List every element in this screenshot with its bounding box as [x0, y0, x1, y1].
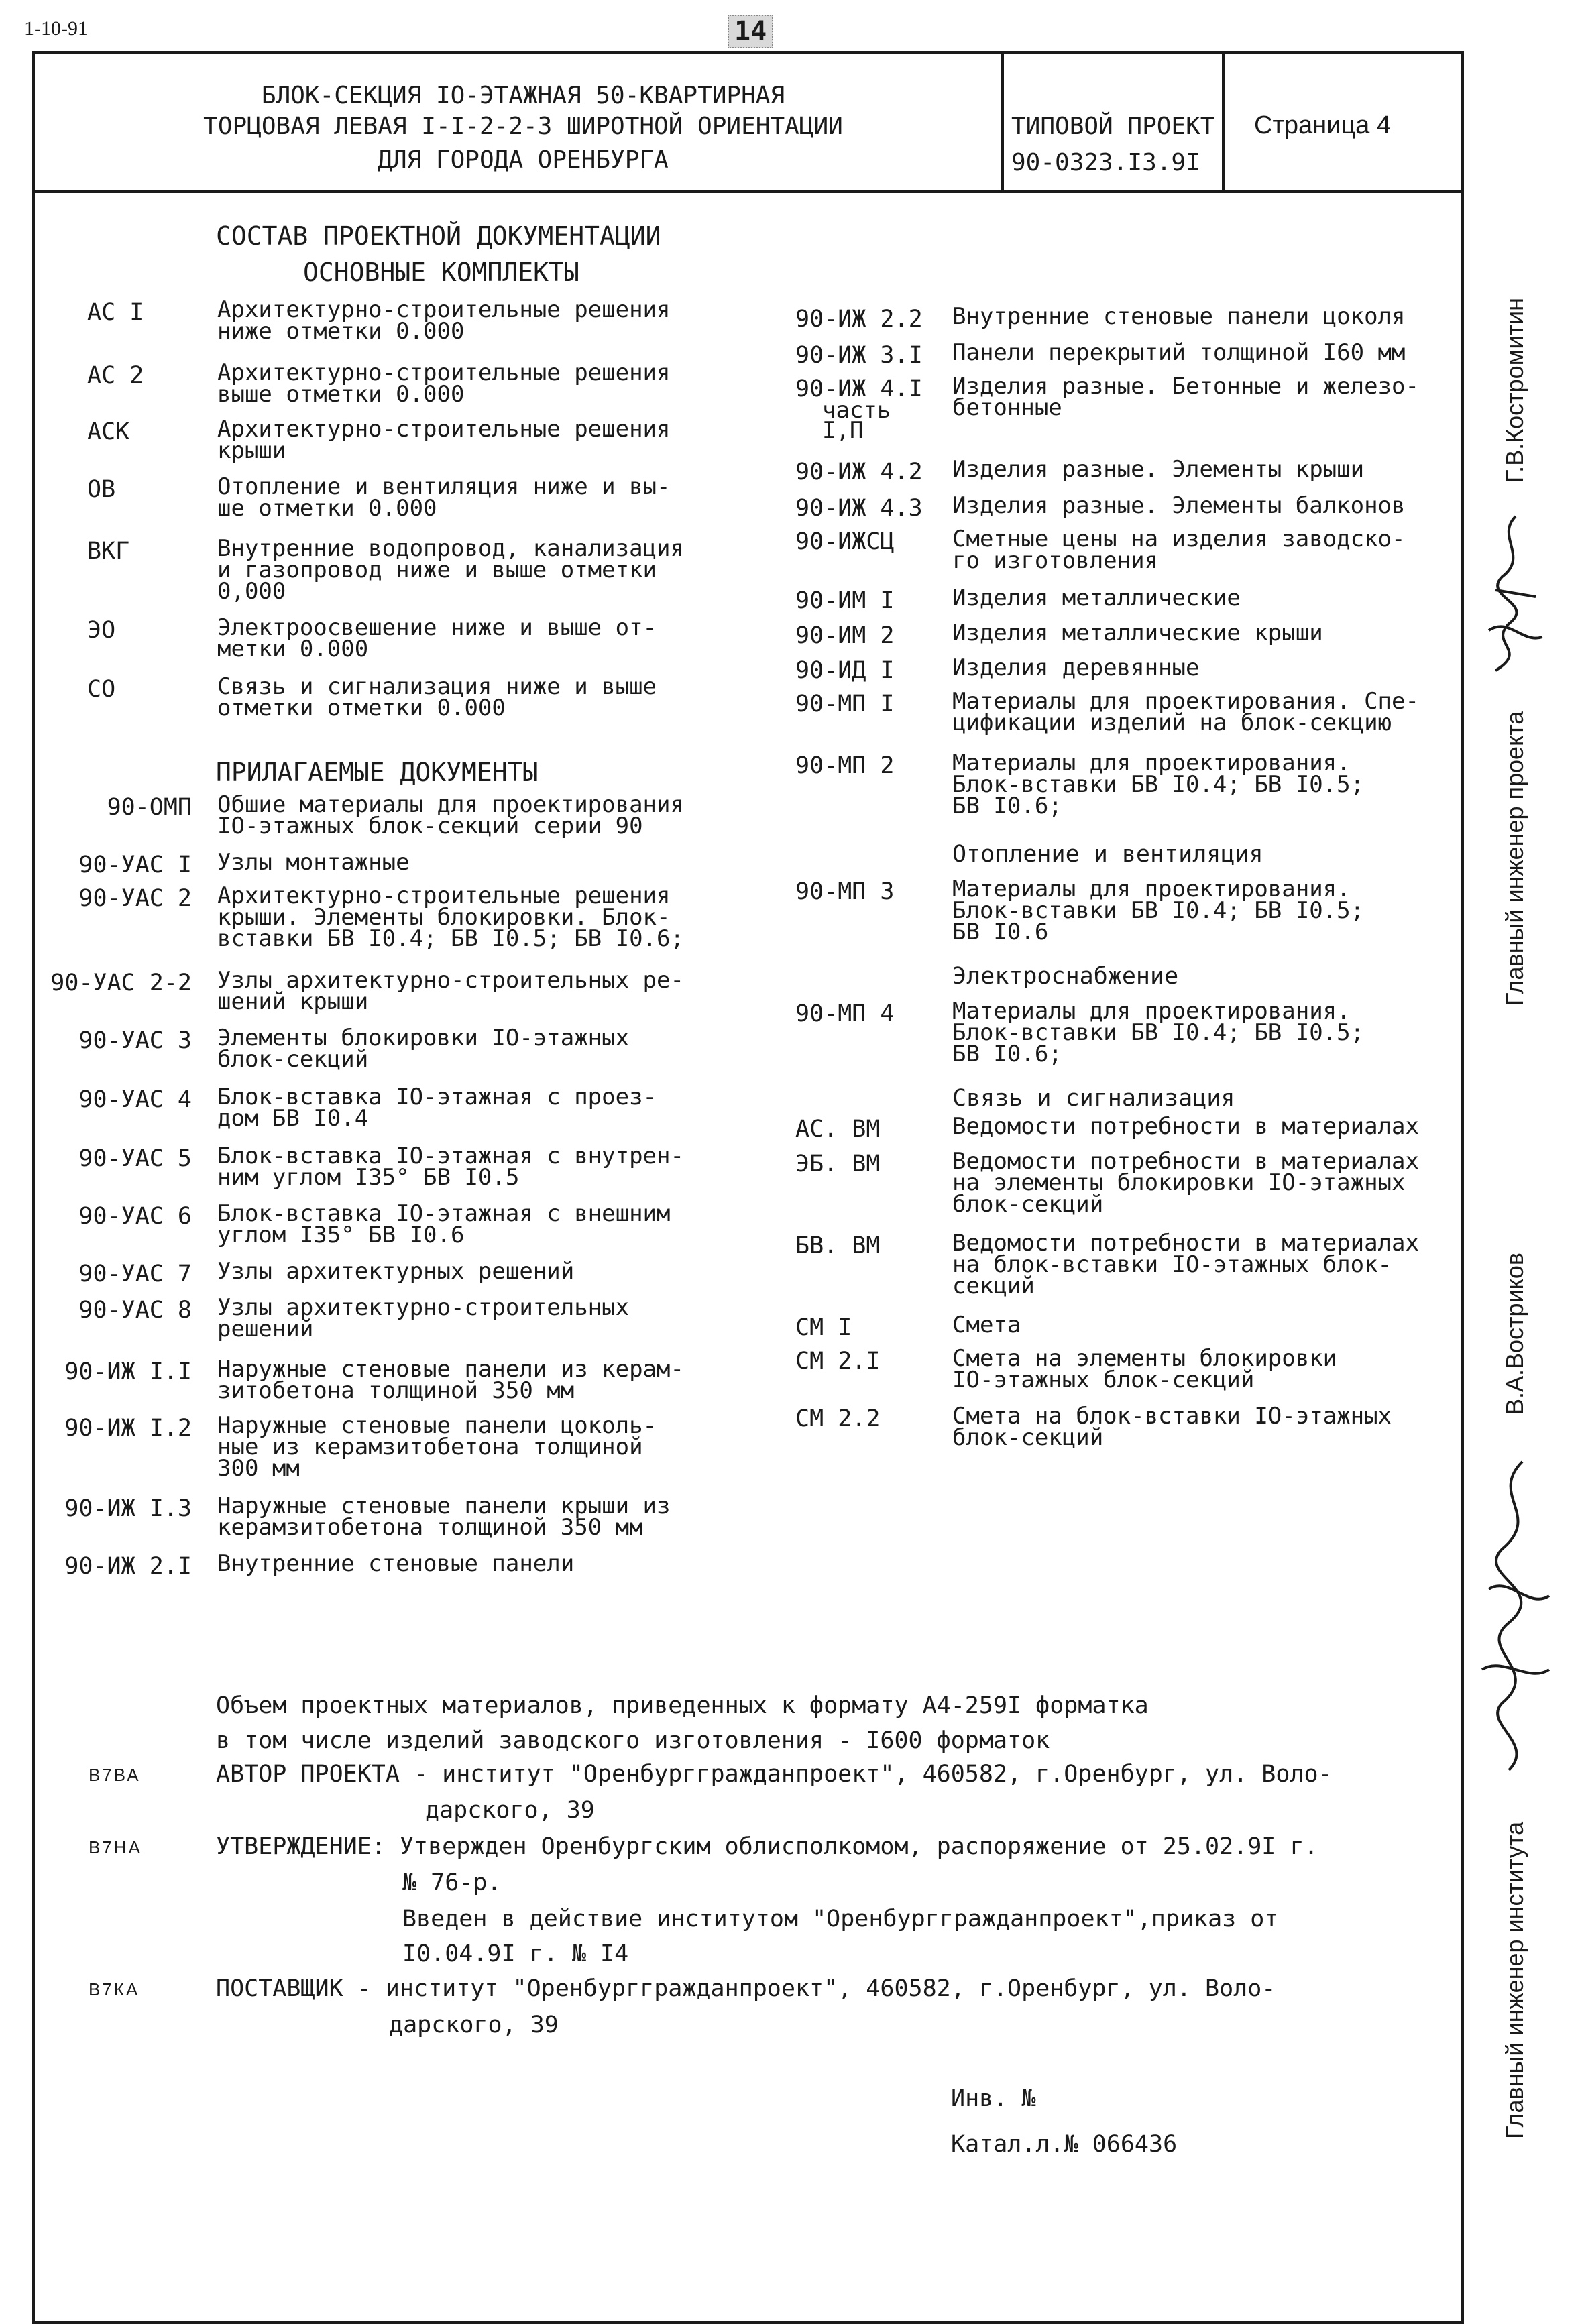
document-code: 90-УАС 6	[78, 1203, 192, 1230]
document-code: 90-ОМП	[107, 794, 192, 821]
document-code: 90-ИД I	[795, 657, 895, 684]
project-label: ТИПОВОЙ ПРОЕКТ	[1011, 113, 1215, 140]
chief-engineer-project-label: Главный инженер проекта	[1501, 711, 1528, 1006]
project-number: 90-0323.I3.9I	[1011, 149, 1200, 176]
main-sets-heading: ОСНОВНЫЕ КОМПЛЕКТЫ	[303, 257, 579, 287]
document-description: блок-секций	[952, 1191, 1104, 1218]
document-code: 90-ИЖ I.I	[64, 1358, 192, 1385]
supplier-line-2: дарского, 39	[389, 2012, 559, 2038]
document-code: 1-10-91	[24, 17, 88, 40]
document-description: Изделия деревянные	[952, 654, 1200, 681]
document-code: БВ. ВМ	[795, 1232, 881, 1259]
document-code: АСК	[87, 418, 130, 445]
document-description: ним углом I35° БВ I0.5	[217, 1164, 520, 1191]
document-description: Электроосвешение ниже и выше от-	[217, 614, 657, 641]
author-line-1: АВТОР ПРОЕКТА - институт "Оренбурггражданпроект", 460582, г.Оренбург, ул. Воло-	[216, 1761, 1333, 1788]
document-description: Смета на элементы блокировки	[952, 1345, 1337, 1372]
document-code: ОВ	[87, 476, 116, 503]
document-description: Изделия разные. Элементы крыши	[952, 456, 1365, 483]
document-code: 90-УАС 2	[78, 885, 192, 912]
document-description: блок-секций	[952, 1424, 1104, 1451]
volume-line-1: Объем проектных материалов, приведенных к формату А4-259I форматка	[216, 1692, 1149, 1719]
chief-engineer-institute-name: В.А.Востриков	[1501, 1253, 1528, 1415]
document-code: 90-УАС 7	[78, 1261, 192, 1287]
document-description: на элементы блокировки IO-этажных	[952, 1169, 1406, 1196]
document-description: блок-секций	[217, 1046, 369, 1073]
document-description: Отопление и вентиляция ниже и вы-	[217, 473, 671, 500]
signature-project-engineer	[1469, 510, 1549, 691]
document-code: 90-ИЖ 4.3	[795, 495, 923, 522]
document-description: Материалы для проектирования.	[952, 998, 1351, 1025]
document-description: Внутренние стеновые панели цоколя	[952, 303, 1406, 330]
supplier-code: В7КА	[89, 1979, 140, 1999]
document-description: цификации изделий на блок-секцию	[952, 709, 1392, 736]
document-description: выше отметки 0.000	[217, 381, 465, 408]
document-code: СМ 2.I	[795, 1348, 881, 1375]
title-line-1: БЛОК-СЕКЦИЯ IO-ЭТАЖНАЯ 50-КВАРТИРНАЯ	[261, 82, 785, 109]
document-code: 90-УАС I	[78, 852, 192, 878]
document-description: дом БВ I0.4	[217, 1105, 369, 1132]
catalog-number: Катал.л.№ 066436	[951, 2131, 1178, 2158]
document-description: БВ I0.6;	[952, 793, 1062, 819]
document-code-part: I,П	[822, 417, 864, 444]
document-description: Изделия разные. Бетонные и железо-	[952, 373, 1419, 400]
supplier-line-1: ПОСТАВЩИК - институт "Оренбурггражданпроект", 460582, г.Оренбург, ул. Воло-	[216, 1975, 1276, 2002]
document-description: Блок-вставка IO-этажная с внешним	[217, 1200, 671, 1227]
document-description: крыши. Элементы блокировки. Блок-	[217, 904, 671, 931]
document-description: метки 0.000	[217, 636, 369, 662]
document-code: СО	[87, 676, 116, 703]
approval-line-3: Введен в действие институтом "Оренбурггражданпроект",приказ от	[402, 1906, 1279, 1932]
document-code: ЭО	[87, 617, 116, 644]
document-description: крыши	[217, 437, 286, 464]
document-code: 90-ИЖ 3.I	[795, 342, 923, 369]
document-description: вставки БВ I0.4; БВ I0.5; БВ I0.6;	[217, 925, 684, 952]
document-description: 300 мм	[217, 1455, 300, 1482]
document-code: 90-ИЖ 2.I	[64, 1553, 192, 1580]
chief-engineer-project-name: Г.В.Костромитин	[1501, 298, 1528, 483]
document-code: 90-МП 4	[795, 1000, 895, 1027]
document-code: 90-ИМ 2	[795, 622, 895, 649]
document-description: шений крыши	[217, 988, 369, 1015]
document-description: Наружные стеновые панели из керам-	[217, 1356, 684, 1383]
document-description: Блок-вставки БВ I0.4; БВ I0.5;	[952, 897, 1365, 924]
signature-institute-engineer	[1462, 1455, 1563, 1777]
title-block-divider	[1001, 51, 1004, 193]
document-description: Архитектурно-строительные решения	[217, 296, 671, 323]
document-code: 90-УАС 8	[78, 1297, 192, 1324]
volume-line-2: в том числе изделий заводского изготовления - I600 форматок	[216, 1727, 1050, 1754]
document-code: АС I	[87, 299, 144, 326]
document-description: ниже отметки 0.000	[217, 318, 465, 345]
approval-line-1: УТВЕРЖДЕНИЕ: Утвержден Оренбургским облисполкомом, распоряжение от 25.02.9I г.	[216, 1833, 1318, 1860]
document-code: 90-УАС 4	[78, 1086, 192, 1113]
document-description: IO-этажных блок-секций	[952, 1367, 1255, 1393]
document-code: СМ 2.2	[795, 1405, 881, 1432]
chief-engineer-institute-label: Главный инженер института	[1501, 1821, 1528, 2139]
composition-heading: СОСТАВ ПРОЕКТНОЙ ДОКУМЕНТАЦИИ	[216, 221, 661, 251]
document-code: 90-УАС 3	[78, 1027, 192, 1054]
document-description: Узлы архитектурно-строительных	[217, 1294, 630, 1321]
document-code: 90-ИЖ 2.2	[795, 306, 923, 333]
page-number-stamp: 14	[728, 15, 773, 48]
title-line-3: ДЛЯ ГОРОДА ОРЕНБУРГА	[378, 146, 669, 174]
document-code: 90-УАС 2-2	[50, 970, 192, 996]
document-code: АС. ВМ	[795, 1116, 881, 1143]
document-description: Наружные стеновые панели цоколь-	[217, 1412, 657, 1439]
approval-code: В7НА	[89, 1837, 142, 1857]
document-description: 0,000	[217, 578, 286, 605]
document-description: БВ I0.6;	[952, 1041, 1062, 1067]
document-code: 90-ИЖ 4.2	[795, 459, 923, 485]
document-description: Смета	[952, 1312, 1021, 1338]
document-description: Сметные цены на изделия заводско-	[952, 526, 1406, 553]
approval-line-4: I0.04.9I г. № I4	[402, 1940, 629, 1967]
document-description: Архитектурно-строительные решения	[217, 416, 671, 443]
section-heading: Электроснабжение	[952, 963, 1179, 990]
document-description: Узлы архитектурно-строительных ре-	[217, 967, 684, 994]
document-description: Ведомости потребности в материалах	[952, 1113, 1419, 1140]
document-description: ше отметки 0.000	[217, 495, 437, 522]
document-code: 90-МП 2	[795, 752, 895, 779]
document-code: ВКГ	[87, 538, 130, 565]
document-description: Архитектурно-строительные решения	[217, 359, 671, 386]
document-description: Изделия металлические крыши	[952, 620, 1323, 646]
section-heading: Связь и сигнализация	[952, 1085, 1235, 1112]
approval-line-2: № 76-р.	[402, 1869, 502, 1896]
document-description: углом I35° БВ I0.6	[217, 1222, 465, 1248]
document-description: Блок-вставка IO-этажная с внутрен-	[217, 1143, 684, 1169]
document-code: ЭБ. ВМ	[795, 1151, 881, 1177]
document-code: 90-МП 3	[795, 878, 895, 905]
document-description: Элементы блокировки IO-этажных	[217, 1025, 630, 1051]
document-description: Внутренние стеновые панели	[217, 1550, 575, 1577]
document-description: Блок-вставки БВ I0.4; БВ I0.5;	[952, 1019, 1365, 1046]
document-description: Изделия металлические	[952, 585, 1241, 612]
document-description: Материалы для проектирования.	[952, 876, 1351, 903]
document-description: Панели перекрытий толщиной I60 мм	[952, 339, 1406, 366]
document-description: Изделия разные. Элементы балконов	[952, 492, 1406, 519]
document-description: Узлы архитектурных решений	[217, 1258, 575, 1285]
attached-heading: ПРИЛАГАЕМЫЕ ДОКУМЕНТЫ	[216, 758, 539, 787]
document-code: 90-ИЖ I.3	[64, 1495, 192, 1522]
document-description: Ведомости потребности в материалах	[952, 1230, 1419, 1257]
title-block-divider	[1222, 51, 1225, 193]
document-description: Связь и сигнализация ниже и выше	[217, 673, 657, 700]
document-description: решений	[217, 1316, 314, 1342]
document-code: СМ I	[795, 1314, 852, 1341]
document-code: 90-ИЖ 4.I	[795, 375, 923, 402]
document-description: Блок-вставка IO-этажная с проез-	[217, 1084, 657, 1110]
document-code: 90-ИМ I	[795, 587, 895, 614]
document-description: го изготовления	[952, 547, 1159, 574]
document-description: секций	[952, 1273, 1035, 1299]
section-heading: Отопление и вентиляция	[952, 841, 1263, 868]
author-code: В7ВА	[89, 1765, 141, 1785]
page-label: Страница 4	[1254, 111, 1391, 139]
document-description: Наружные стеновые панели крыши из	[217, 1493, 671, 1519]
author-line-2: дарского, 39	[425, 1797, 595, 1824]
document-code: АС 2	[87, 362, 144, 389]
document-code: 90-МП I	[795, 691, 895, 717]
document-description: Архитектурно-строительные решения	[217, 882, 671, 909]
title-line-2: ТОРЦОВАЯ ЛЕВАЯ I-I-2-2-3 ШИРОТНОЙ ОРИЕНТАЦИИ	[203, 113, 843, 140]
document-description: и газопровод ниже и выше отметки	[217, 557, 657, 583]
document-description: Узлы монтажные	[217, 849, 410, 876]
document-description: Ведомости потребности в материалах	[952, 1148, 1419, 1175]
document-code-part: часть	[822, 397, 891, 424]
document-description: керамзитобетона толщиной 350 мм	[217, 1514, 643, 1541]
document-description: IO-этажных блок-секций серии 90	[217, 813, 643, 839]
document-description: Внутренние водопровод, канализация	[217, 535, 684, 562]
inventory-number: Инв. №	[951, 2085, 1036, 2112]
document-code: 90-УАС 5	[78, 1145, 192, 1172]
document-description: зитобетона толщиной 350 мм	[217, 1377, 575, 1404]
document-description: Материалы для проектирования. Спе-	[952, 688, 1419, 715]
document-code: 90-ИЖ I.2	[64, 1415, 192, 1442]
document-description: бетонные	[952, 394, 1062, 421]
document-description: ные из керамзитобетона толщиной	[217, 1434, 643, 1460]
document-description: Блок-вставки БВ I0.4; БВ I0.5;	[952, 771, 1365, 798]
document-code: 90-ИЖСЦ	[795, 528, 895, 555]
document-description: отметки отметки 0.000	[217, 695, 506, 721]
document-description: БВ I0.6	[952, 919, 1049, 945]
document-description: Обшие материалы для проектирования	[217, 791, 684, 818]
document-description: Материалы для проектирования.	[952, 750, 1351, 776]
document-description: на блок-вставки IO-этажных блок-	[952, 1251, 1392, 1278]
document-description: Смета на блок-вставки IO-этажных	[952, 1403, 1392, 1430]
